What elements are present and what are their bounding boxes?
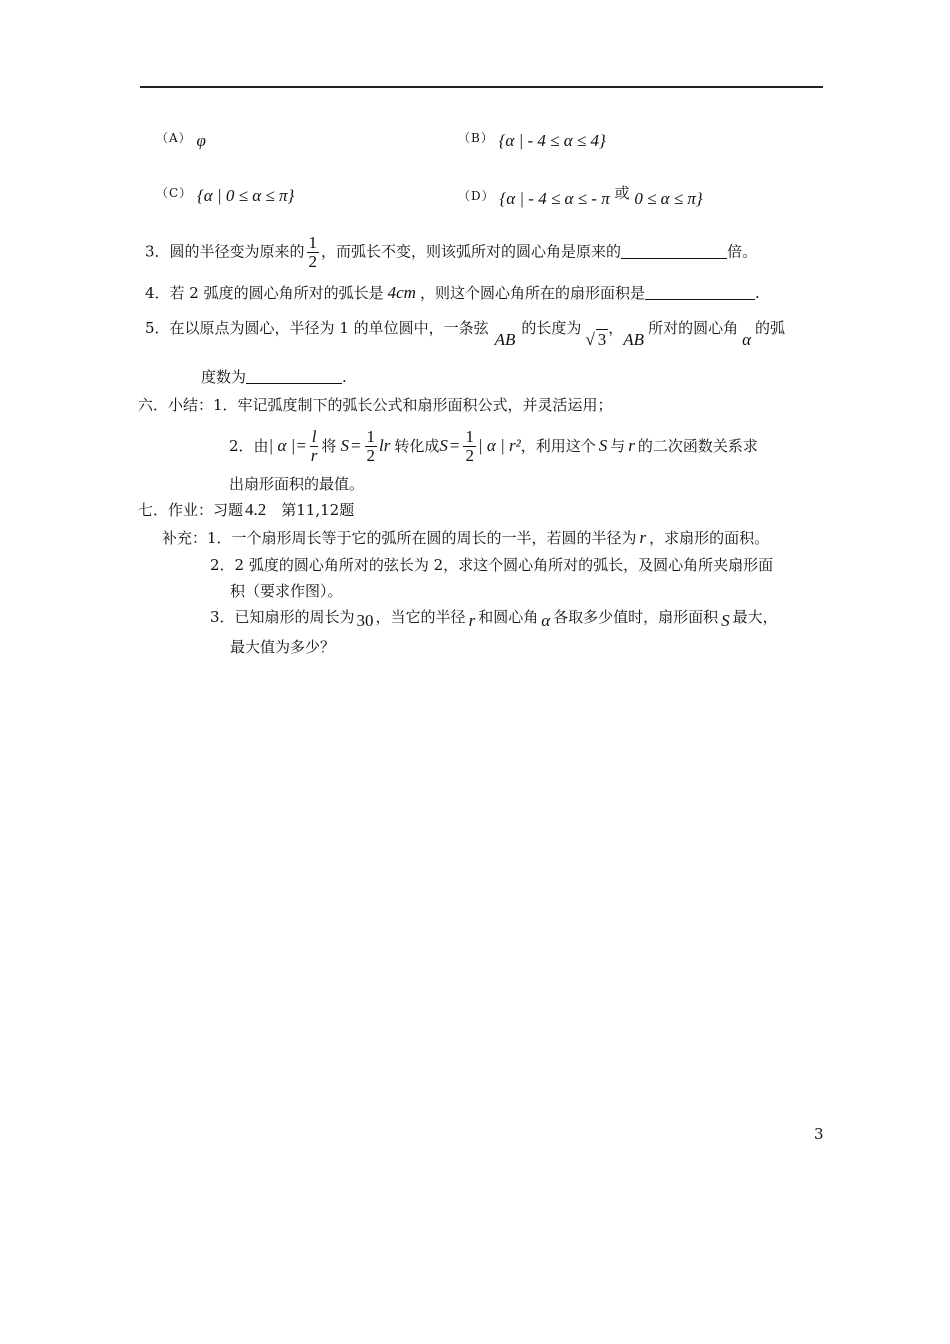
summary-line3: 出扇形面积的最值。 — [229, 475, 365, 493]
q5-middle1: 的长度为 — [521, 319, 582, 337]
summary-two2: 2 — [465, 445, 474, 465]
summary-s: S — [340, 436, 349, 455]
supp-3-end: 最大， — [732, 608, 778, 626]
option-c — [156, 183, 294, 206]
summary-r2: r — [628, 436, 635, 455]
supp-3-mid1: ，当它的半径 — [375, 608, 466, 626]
summary-zhuan: 转化成 — [394, 437, 440, 455]
summary-jiang: 将 — [321, 437, 337, 455]
summary-tail-text: ，利用这个 — [520, 437, 596, 455]
q3-denominator: 2 — [308, 252, 318, 271]
supp-3-r: r — [468, 611, 476, 630]
option-a-expr: φ — [196, 131, 206, 150]
question-5 — [145, 318, 785, 350]
supp-2-line2: 积（要求作图）。 — [230, 582, 343, 600]
summary-one2: 1 — [465, 426, 474, 446]
option-d-or: 或 — [614, 184, 630, 202]
summary-r: r — [310, 445, 318, 465]
homework-suffix: 第11,12题 — [266, 501, 355, 519]
q3-blank — [621, 244, 727, 259]
q3-suffix: 倍。 — [727, 242, 758, 261]
supp-1-r: r — [639, 528, 647, 547]
supp-3-mid3: 各取多少值时，扇形面积 — [553, 608, 719, 626]
q4-prefix: 4．若 2 弧度的圆心角所对的弧长是 — [145, 284, 384, 302]
q5-comma: ， — [608, 319, 624, 337]
q4-blank — [645, 285, 755, 300]
option-a — [156, 128, 206, 151]
summary-prefix: 2．由 — [229, 437, 269, 455]
option-b-label: （B） — [458, 131, 494, 145]
q5-ab: AB — [494, 330, 516, 349]
summary-one: 1 — [366, 426, 376, 446]
summary-tail-expr: | α | r² — [477, 436, 521, 455]
homework-num: 4.2 — [245, 500, 267, 519]
q5-sqrt-wrap: √ 3 — [585, 330, 607, 349]
q5-sqrt: 3 — [597, 330, 607, 349]
summary-half-1 — [365, 428, 378, 465]
q3-numerator: 1 — [308, 233, 318, 252]
supp-1 — [162, 528, 769, 548]
q5-line2-suffix: . — [342, 368, 347, 386]
summary-eq2: = — [449, 436, 460, 455]
option-b-expr: {α | - 4 ≤ α ≤ 4} — [498, 131, 606, 150]
q3-fraction — [307, 234, 320, 271]
q4-middle: ，则这个圆心角所在的扇形面积是 — [419, 284, 645, 302]
q3-middle: ，而弧长不变，则该弧所对的圆心角是原来的 — [321, 242, 622, 261]
summary-line1: 六．小结：1．牢记弧度制下的弧长公式和扇形面积公式，并灵活运用； — [138, 396, 613, 414]
supp-1-text: 补充：1．一个扇形周长等于它的弧所在圆的周长的一半，若圆的半径为 — [162, 529, 637, 547]
supp-3-num: 30 — [356, 611, 374, 630]
summary-lr: lr — [379, 436, 391, 455]
summary-end: 的二次函数关系求 — [637, 437, 758, 455]
supp-3-line1 — [210, 607, 778, 631]
summary-abs-alpha: | α |= — [268, 436, 307, 455]
q5-middle2: 所对的圆心角 — [648, 319, 739, 337]
summary-s2: S — [439, 436, 448, 455]
option-d-expr-2: 0 ≤ α ≤ π} — [634, 189, 703, 208]
option-d-label: （D） — [458, 189, 495, 203]
supp-3-s: S — [721, 611, 730, 630]
question-3 — [145, 234, 757, 271]
summary-l-over-r — [309, 428, 320, 465]
supp-3-line2: 最大值为多少？ — [230, 638, 336, 656]
summary-yu: 与 — [610, 437, 626, 455]
supp-2-line1: 2．2 弧度的圆心角所对的弦长为 2，求这个圆心角所对的弧长，及圆心角所夹扇形面 — [210, 556, 774, 574]
supp-3-mid2: 和圆心角 — [478, 608, 539, 626]
q4-math: 4cm — [387, 283, 416, 302]
q4-suffix: . — [754, 284, 760, 302]
supp-3-alpha: α — [541, 611, 551, 630]
summary-two: 2 — [366, 445, 376, 465]
option-b — [458, 128, 606, 151]
summary-half-2 — [463, 428, 476, 465]
option-d — [458, 183, 703, 209]
option-d-expr-1: {α | - 4 ≤ α ≤ - π — [499, 189, 610, 208]
q5-suffix: 的弧 — [755, 319, 786, 337]
question-5-line2 — [201, 367, 347, 387]
summary-eq: = — [350, 436, 361, 455]
q5-line2-prefix: 度数为 — [201, 368, 247, 386]
summary-s3: S — [598, 436, 608, 455]
q5-alpha: α — [742, 330, 752, 349]
question-4 — [145, 283, 760, 303]
homework-prefix: 七．作业：习题 — [138, 501, 244, 519]
page-number: 3 — [814, 1125, 824, 1143]
homework-line — [138, 500, 354, 520]
q5-blank — [246, 369, 342, 384]
option-a-label: （A） — [156, 131, 192, 145]
q5-prefix: 5．在以原点为圆心，半径为 1 的单位圆中，一条弦 — [145, 319, 489, 337]
supp-3-prefix: 3．已知扇形的周长为 — [210, 608, 355, 626]
summary-l: l — [311, 426, 317, 446]
q3-prefix: 3．圆的半径变为原来的 — [145, 242, 305, 261]
q5-ab2: AB — [623, 330, 645, 349]
summary-line2 — [229, 423, 758, 469]
option-c-expr: {α | 0 ≤ α ≤ π} — [196, 186, 295, 205]
option-c-label: （C） — [156, 186, 193, 200]
supp-1-end: ，求扇形的面积。 — [649, 529, 770, 547]
header-rule — [140, 86, 823, 88]
